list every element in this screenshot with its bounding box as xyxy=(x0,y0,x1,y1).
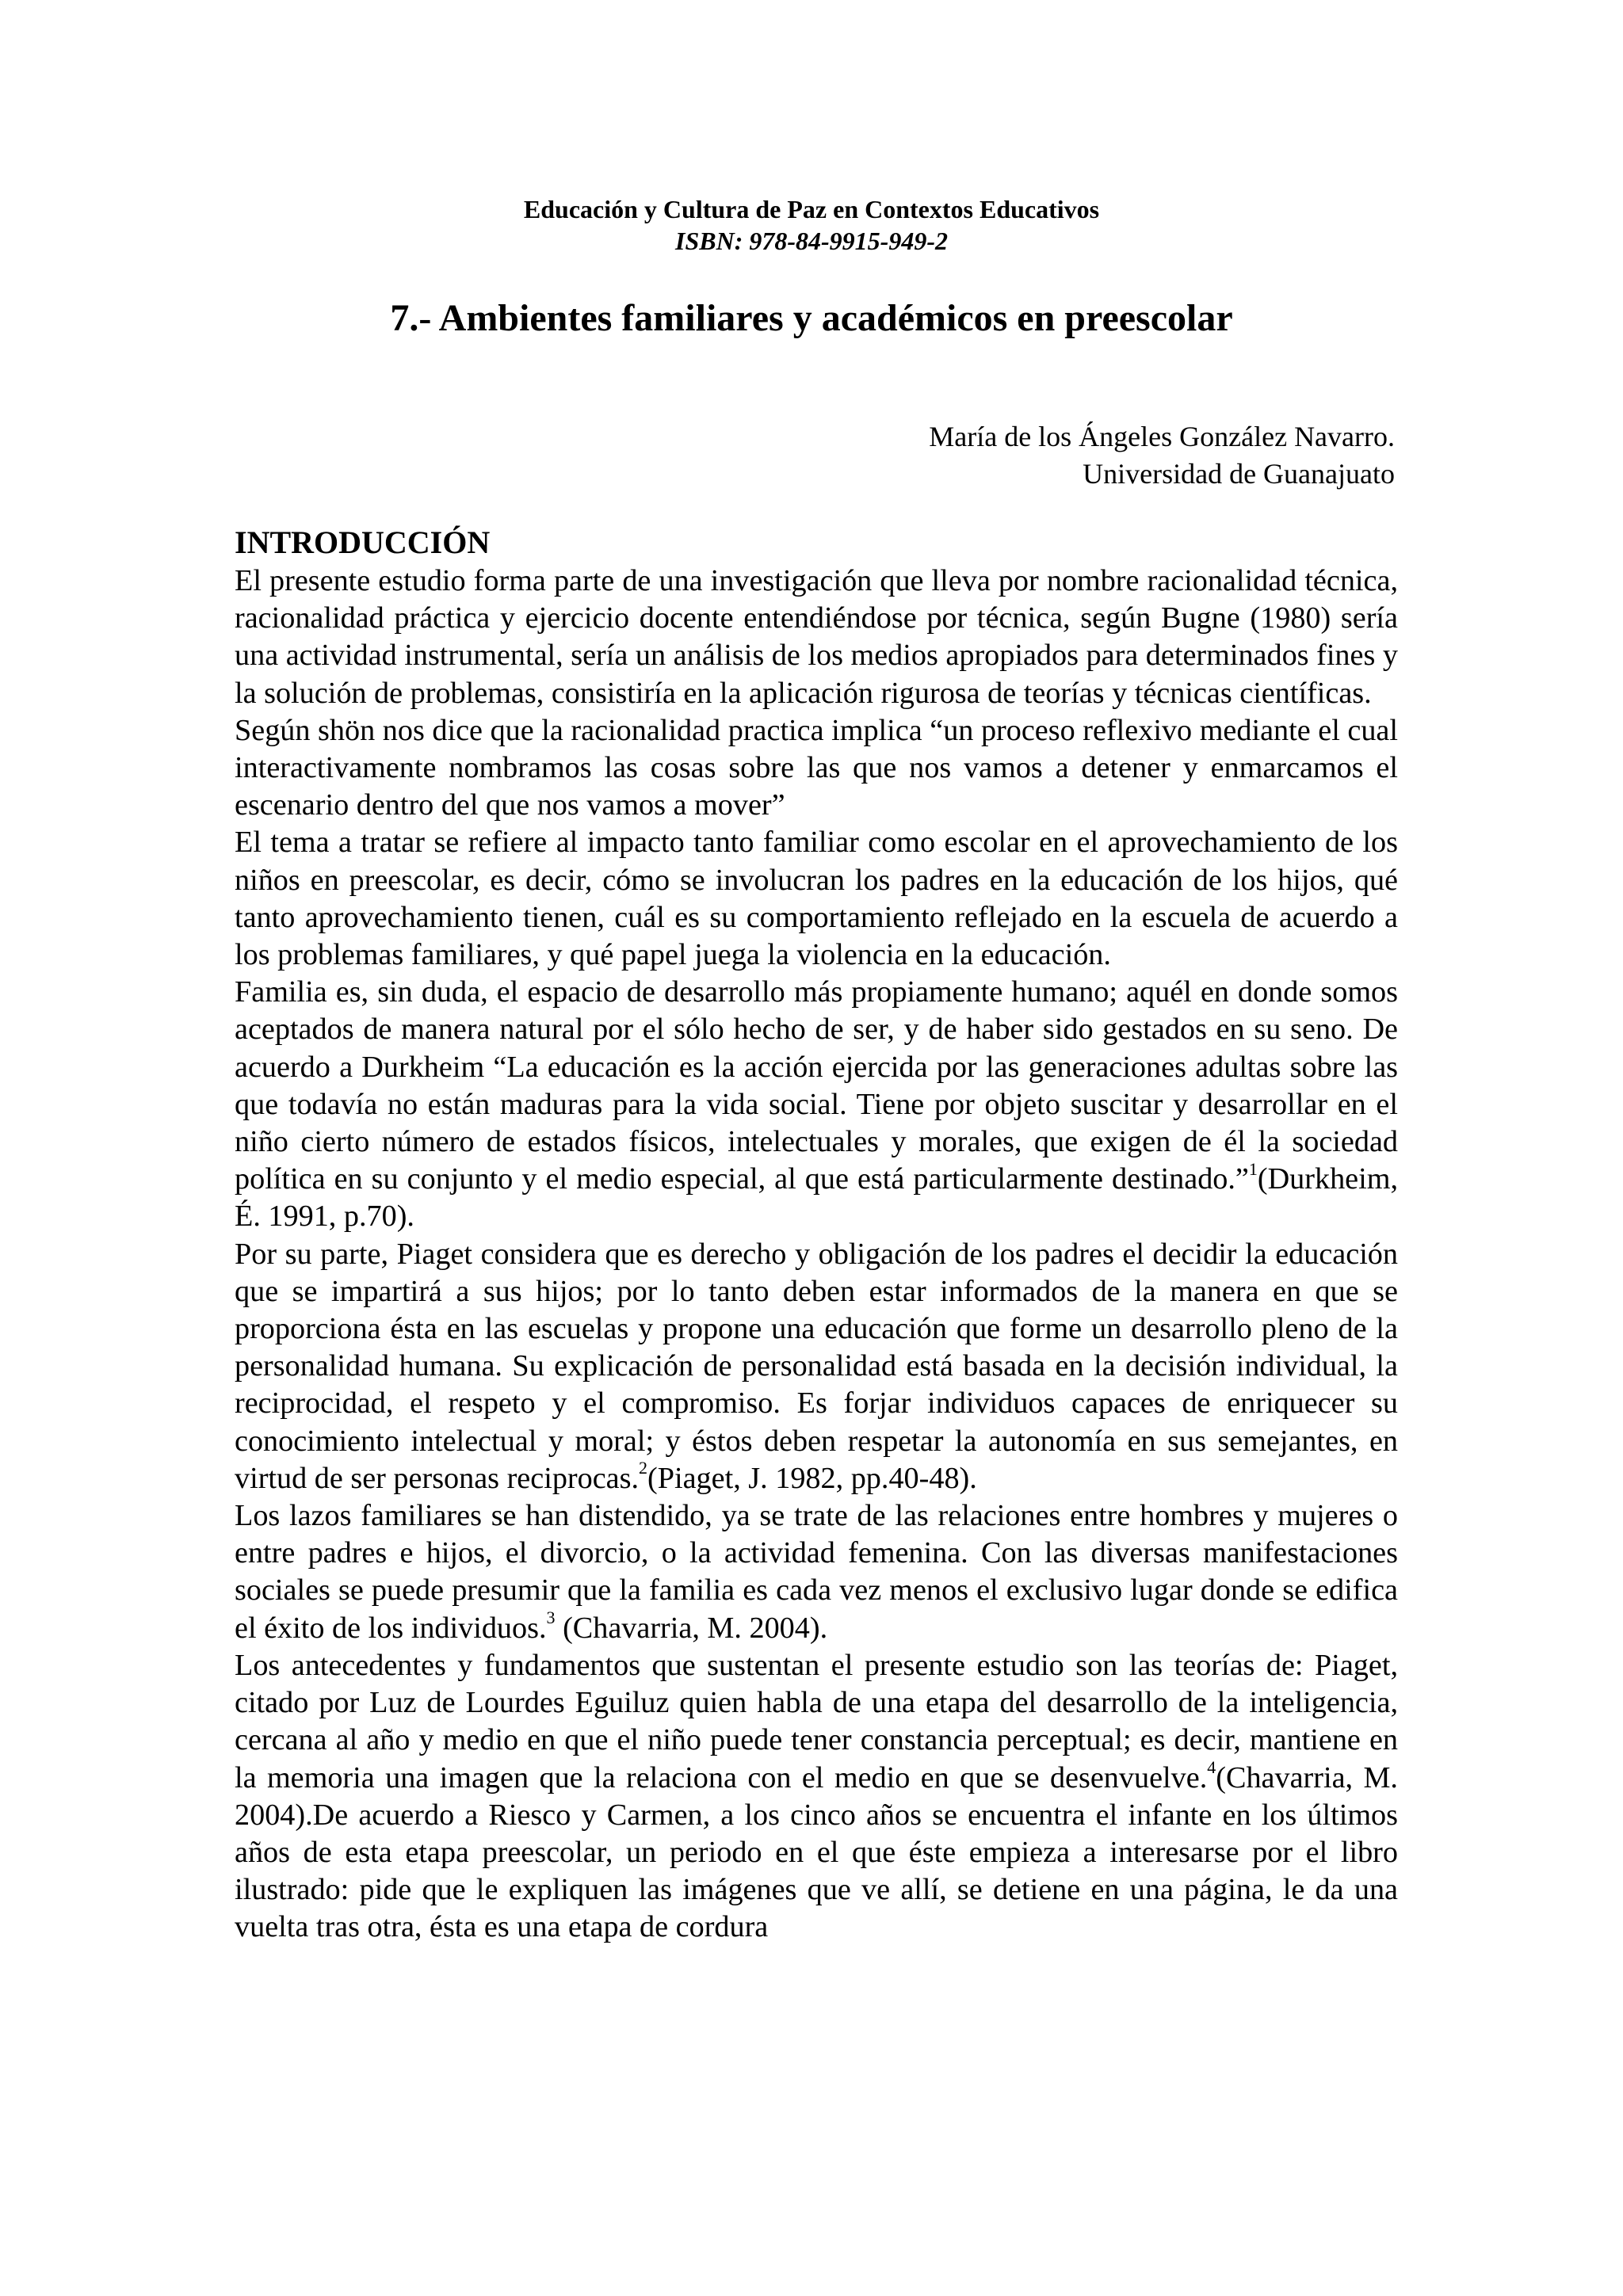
paragraph xyxy=(235,712,1398,825)
paragraph-text: Según shön nos dice que la racionalidad practica implica “un proceso reflexivo mediante el cual interactivamente nombramos las cosas sobre las que nos vamos a detener y enmarcamos el escenario dentro del que nos vamos a mover” xyxy=(235,713,1398,822)
paragraph xyxy=(235,1647,1398,1947)
footnote-marker: 2 xyxy=(639,1458,648,1478)
running-header xyxy=(0,193,1623,257)
paragraph-text: El tema a tratar se refiere al impacto tanto familiar como escolar en el aprovechamiento de los niños en preescolar, es decir, cómo se involucran los padres en la educación de los hijos, qué tanto aprovechamiento tienen, cuál es su comportamiento reflejado en la escuela de acuerdo a los problemas familiares, y qué papel juega la violencia en la educación. xyxy=(235,826,1398,972)
paragraph-text: Por su parte, Piaget considera que es derecho y obligación de los padres el decidir la educación que se impartirá a sus hijos; por lo tanto deben estar informados de la manera en que se proporciona ésta en las escuelas y propone una educación que forme un desarrollo pleno de la personalidad humana. Su explicación de personalidad está basada en la decisión individual, la reciprocidad, el respeto y el compromiso. Es forjar individuos capaces de enriquecer su conocimiento intelectual y moral; y éstos deben respetar la autonomía en sus semejantes, en virtud de ser personas reciprocas. xyxy=(235,1237,1398,1495)
paragraph-text: Los lazos familiares se han distendido, ya se trate de las relaciones entre hombres y mujeres o entre padres e hijos, el divorcio, o la actividad femenina. Con las diversas manifestaciones sociales se puede presumir que la familia es cada vez menos el exclusivo lugar donde se edifica el éxito de los individuos. xyxy=(235,1499,1398,1645)
section-heading: INTRODUCCIÓN xyxy=(235,524,491,560)
paragraph-text: Los antecedentes y fundamentos que sustentan el presente estudio son las teorías de: Piaget, citado por Luz de Lourdes Eguiluz quien habla de una etapa del desarrollo de la inteligencia, cercana al año y medio en que el niño puede tener constancia perceptual; es decir, mantiene en la memoria una imagen que la relaciona con el medio en que se desenvuelve. xyxy=(235,1648,1398,1794)
document-body xyxy=(235,523,1398,1947)
chapter-title: 7.- Ambientes familiares y académicos en preescolar xyxy=(390,297,1233,339)
paragraph xyxy=(235,974,1398,1235)
paragraph xyxy=(235,824,1398,974)
footnote-marker: 4 xyxy=(1207,1756,1216,1777)
author-name: María de los Ángeles González Navarro. xyxy=(929,421,1395,452)
paragraph-text: Familia es, sin duda, el espacio de desarrollo más propiamente humano; aquél en donde somos aceptados de manera natural por el sólo hecho de ser, y de haber sido gestados en su seno. De acuerdo a Durkheim “La educación es la acción ejercida por las generaciones adultas sobre las que todavía no están maduras para la vida social. Tiene por objeto suscitar y desarrollar en el niño cierto número de estados físicos, intelectuales y morales, que exigen de él la sociedad política en su conjunto y el medio especial, al que está particularmente destinado.” xyxy=(235,975,1398,1196)
author-block xyxy=(235,418,1395,493)
citation-text: (Chavarria, M. 2004). xyxy=(555,1611,828,1645)
footnote-marker: 1 xyxy=(1248,1158,1258,1179)
paragraph xyxy=(235,563,1398,712)
book-isbn: ISBN: 978-84-9915-949-2 xyxy=(675,227,948,255)
paragraph xyxy=(235,1497,1398,1647)
citation-text: (Piaget, J. 1982, pp.40-48). xyxy=(647,1461,977,1495)
footnote-marker: 3 xyxy=(546,1607,556,1627)
citation-text: (Durkheim, É. 1991, p.70). xyxy=(235,1162,1398,1234)
paragraph xyxy=(235,1236,1398,1497)
citation-text: (Chavarria, M. 2004).De acuerdo a Riesco y Carmen, a los cinco años se encuentra el infante en los últimos años de esta etapa preescolar, un periodo en el que éste empieza a interesarse por el libro ilustrado: pide que le expliquen las imágenes que ve allí, se detiene en una página, le da una vuelta tras otra, ésta es una etapa de cordura xyxy=(235,1760,1398,1944)
paragraph-text: El presente estudio forma parte de una investigación que lleva por nombre racionalidad técnica, racionalidad práctica y ejercicio docente entendiéndose por técnica, según Bugne (1980) sería una actividad instrumental, sería un análisis de los medios apropiados para determinados fines y la solución de problemas, consistiría en la aplicación rigurosa de teorías y técnicas científicas. xyxy=(235,564,1398,710)
author-affiliation: Universidad de Guanajuato xyxy=(1083,458,1395,490)
book-title: Educación y Cultura de Paz en Contextos Educativos xyxy=(523,195,1100,223)
